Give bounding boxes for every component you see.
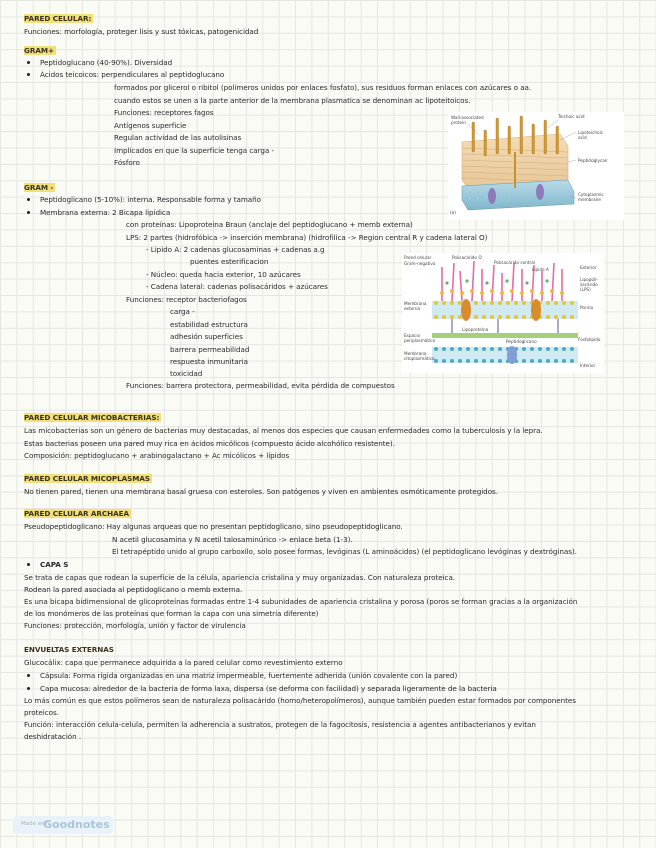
text-line: LPS: 2 partes (hidrofóbica -> inserción membrana) (hidrofilica -> Region central R y cadena lateral O)	[126, 233, 488, 242]
text-line: Funciones: barrera protectora, permeabilidad, evita pérdida de compuestos	[126, 381, 395, 390]
text-line: respuesta inmunitaria	[170, 357, 248, 366]
text-capsula: Cápsula: Forma rígida organizadas en una matriz impermeable, fuertemente adherida (unión covalente con la pared)	[40, 671, 458, 680]
text-line: adhesión superficies	[170, 332, 243, 341]
bullet	[27, 198, 30, 201]
watermark-brand: Goodnotes	[43, 818, 110, 831]
label-externa: externa	[404, 306, 421, 311]
section-title-pared-celular: PARED CELULAR:	[24, 14, 92, 23]
text-funciones: Funciones: morfología, proteger lisis y sust tóxicas, patogenicidad	[24, 27, 259, 36]
bullet	[27, 73, 30, 76]
label-membrana-2: Membrana	[404, 351, 427, 356]
text-line: Rodean la pared asociada al peptidoglicano o memb externa.	[24, 585, 243, 594]
text-line: Función: interacción celula-celula, permiten la adherencia a sustratos, protegen de la fagocitosis, resistencia a agentes antibacterianos y evitan	[24, 720, 536, 729]
section-title-gram-positive: GRAM+	[24, 46, 54, 55]
text-line: de los monómeros de las proteínas que forman la capa con una simetría diferente)	[24, 609, 319, 618]
label-lipido-a: Lípido A	[532, 267, 549, 272]
subtitle-capa-s: CAPA S	[40, 560, 69, 569]
label-lps: (LPS)	[580, 287, 591, 292]
label-lipoteichoic: Lipoteichoic	[578, 130, 604, 135]
text-line: Funciones: receptor bacteriofagos	[126, 295, 247, 304]
label-acid: acid	[578, 135, 587, 140]
section-title-micobacterias: PARED CELULAR MICOBACTERIAS:	[24, 413, 160, 422]
label-sacarido: sacárido	[580, 282, 598, 287]
text-line: Regulan actividad de las autolisinas	[114, 133, 242, 142]
bullet	[27, 687, 30, 690]
text-line: Funciones: receptores fagos	[114, 108, 214, 117]
text-line: formados por glicerol o ribitol (polímeros unidos por enlaces fosfato), sus residuos forman enlaces con azúcares o aa.	[114, 83, 532, 92]
text-line: N acetil glucosamina y N acetil talosaminúrico -> enlace beta (1-3).	[112, 535, 353, 544]
bullet	[27, 674, 30, 677]
label-membrane: membrane	[578, 197, 601, 202]
label-teichoic-acid: Teichoic acid	[558, 114, 585, 119]
label-peptidoglycan: Peptidoglycan	[578, 158, 608, 163]
goodnotes-watermark	[13, 816, 113, 834]
bullet	[27, 211, 30, 214]
text-line: Pseudopeptidoglicano: Hay algunas arqueas que no presentan peptidoglicano, sino pseudopeptidoglicano.	[24, 522, 403, 531]
text-line: - Cadena lateral: cadenas polisacáridos + azúcares	[146, 282, 328, 291]
text-line: Es una bicapa bidimensional de glicoproteínas formadas entre 1-4 subunidades de apariencia cristalina y porosa (poros se forman gracias a la organización	[24, 597, 578, 606]
bullet	[27, 563, 30, 566]
text-line: proteicos.	[24, 708, 59, 717]
text-line: puentes esterificacion	[190, 257, 269, 266]
text-line: Composición: peptidoglucano + arabinogalactano + Ac micólicos + lípidos	[24, 451, 290, 460]
text-peptidoglucano: Peptidoglucano (40-90%). Diversidad	[40, 58, 173, 67]
text-line: toxicidad	[170, 369, 203, 378]
text-acidos-teicoicos: Ácidos teicoicos: perpendiculares al peptidoglucano	[40, 70, 225, 79]
watermark-made-with: Made with	[21, 821, 50, 827]
label-wall-associated: Wall-associated	[451, 115, 484, 120]
text-line: No tienen pared, tienen una membrana basal gruesa con esteroles. Son patógenos y viven en ambientes osmóticamente protegidos.	[24, 487, 498, 496]
text-line: Funciones: protección, morfología, unión y factor de virulencia	[24, 621, 246, 630]
text-peptidoglicano: Peptidoglicano (5-10%): interna. Responsable forma y tamaño	[40, 195, 261, 204]
text-line: Fósforo	[114, 158, 140, 167]
text-membrana-externa: Membrana externa: 2 Bicapa lipídica	[40, 208, 171, 217]
bullet	[27, 61, 30, 64]
gram-positive-wall-illustration	[448, 112, 624, 220]
text-line: barrera permeabilidad	[170, 345, 250, 354]
section-title-envueltas-externas: ENVUELTAS EXTERNAS	[24, 645, 114, 654]
label-lipopoli: Lipopoli-	[580, 277, 598, 282]
label-interior: Interior	[580, 363, 596, 368]
section-title-micoplasmas: PARED CELULAR MICOPLASMAS	[24, 474, 151, 483]
label-cytoplasmic: Cytoplasmic	[578, 192, 604, 197]
label-exterior: Exterior	[580, 265, 597, 270]
text-line: Las micobacterias son un género de bacterias muy destacadas, al menos dos especies que causan enfermedades como la tuberculosis y la lepra.	[24, 426, 543, 435]
label-lipoproteina: Lipoproteína	[462, 327, 489, 332]
label-polisacarido-central: Polisacárido central	[494, 260, 535, 265]
label-peptidoglicano: Peptidoglicano	[506, 339, 537, 344]
section-title-gram-negative: GRAM -	[24, 183, 54, 192]
gram-negative-wall-illustration	[402, 253, 604, 373]
label-protein: protein	[451, 120, 466, 125]
gram-positive-wall-figure	[448, 112, 624, 220]
text-line: El tetrapéptido unido al grupo carboxilo, solo posee formas, levóginas (L aminoácidos) (el peptidoglicano levóginas y dextróginas).	[112, 547, 577, 556]
label-membrana: Membrana	[404, 301, 427, 306]
text-line: Antígenos superficie	[114, 121, 187, 130]
section-title-archaea: PARED CELULAR ARCHAEA	[24, 509, 129, 518]
text-line: Lo más común es que estos polímeros sean de naturaleza polisacárido (homo/heteropolímeros), aunque también pueden estar formados por componentes	[24, 696, 576, 705]
text-line: Estas bacterias poseen una pared muy rica en ácidos micólicos (compuesto ácido alcohólico resistente).	[24, 439, 395, 448]
label-citoplasmatica: citoplasmática	[404, 356, 435, 361]
label-pared-celular: Pared celular	[404, 255, 432, 260]
text-line: - Lipido A: 2 cadenas glucosaminas + cadenas a.g	[146, 245, 325, 254]
text-line: cuando estos se unen a la parte anterior de la membrana plasmatica se denominan ac lipoteitoicos.	[114, 96, 471, 105]
text-line: deshidratación .	[24, 732, 82, 741]
text-line: con proteínas: Lipoproteina Braun (anclaje del peptidoglucano + memb externa)	[126, 220, 413, 229]
text-line: estabilidad estructura	[170, 320, 248, 329]
label-panel-a: (a)	[450, 210, 456, 215]
label-periplasmatico: periplasmático	[404, 338, 436, 343]
gram-negative-wall-figure	[402, 253, 604, 373]
label-porina: Porina	[580, 305, 594, 310]
text-capa-mucosa: Capa mucosa: alrededor de la bacteria de forma laxa, dispersa (se deforma con facilidad) y separada ligeramente de la bacteria	[40, 684, 497, 693]
label-fosfolipido: Fosfolípido	[578, 337, 601, 342]
text-line: Se trata de capas que rodean la superficie de la célula, apariencia cristalina y muy organizadas. Con naturaleza proteica.	[24, 573, 456, 582]
text-line: carga -	[170, 307, 195, 316]
label-gram-negativa: Gram-negativa	[404, 261, 436, 266]
label-polisacarido-o: Polisacárido O	[452, 255, 482, 260]
text-line: Implicados en que la superficie tenga carga -	[114, 146, 275, 155]
label-espacio: Espacio	[404, 333, 421, 338]
text-line: - Núcleo: queda hacia exterior, 10 azúcares	[146, 270, 301, 279]
text-line: Glucocálix: capa que permanece adquirida a la pared celular como revestimiento externo	[24, 658, 343, 667]
